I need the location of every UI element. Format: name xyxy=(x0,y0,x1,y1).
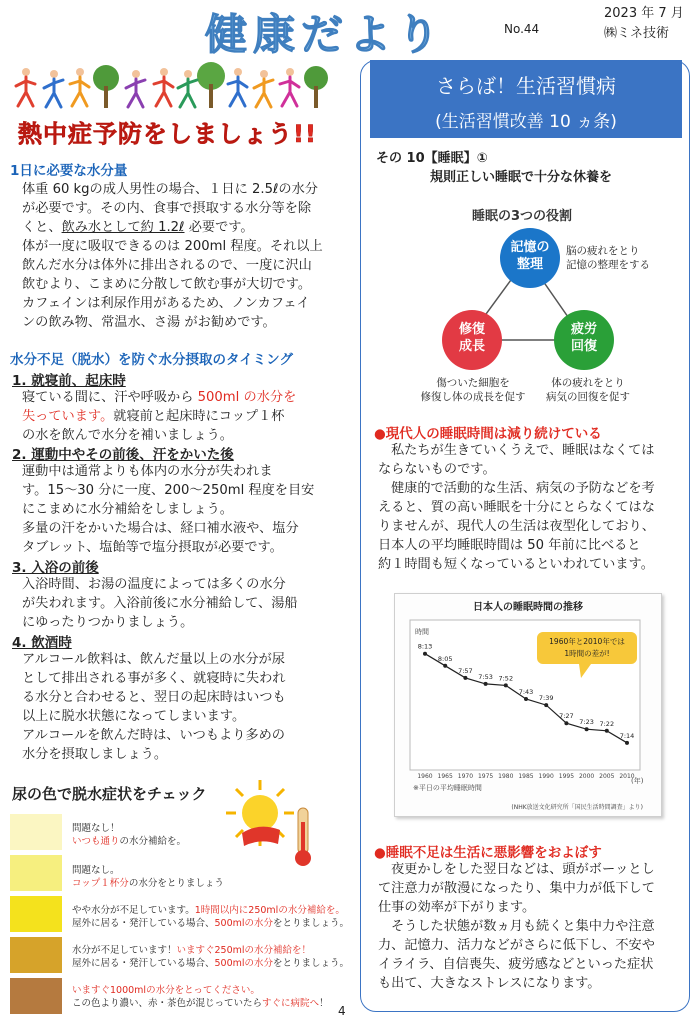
urine-check-title: 尿の色で脱水症状をチェック xyxy=(12,785,207,803)
chart-data-label-1985: 7:43 xyxy=(518,688,534,697)
timing-heading: 水分不足（脱水）を防ぐ水分摂取のタイミング xyxy=(10,352,293,368)
urine-swatch-1 xyxy=(10,814,62,850)
chart-data-label-1970: 7:57 xyxy=(458,666,473,675)
timing-item-4-text: アルコール飲料は、飲んだ量以上の水分が尿 として排出される事が多く、就寝時に失われ る水分と合わせると、翌日の起床時はいつも 以上に脱水状態になってしまいます。 アルコールを飲んだ時は、いつもより多めの 水分を摂取しましょう。 xyxy=(22,652,286,762)
chart-data-label-1980: 7:52 xyxy=(498,674,514,683)
chart-point-1960 xyxy=(423,652,427,656)
banner-subtitle: (生活習慣改善 10 ヵ条) xyxy=(435,112,617,132)
daily-water-heading: 1日に必要な水分量 xyxy=(10,163,128,179)
sleep-decline-heading: ●現代人の睡眠時間は減り続けている xyxy=(374,426,602,442)
urine-text-1: 問題なし！ いつも通りの水分補給を。 xyxy=(72,823,187,847)
chart-point-2005 xyxy=(605,729,609,733)
chart-data-label-2010: 7:14 xyxy=(619,731,635,740)
lifestyle-banner xyxy=(370,60,682,138)
sleep-time-chart-svg xyxy=(395,594,661,816)
chart-data-label-2000: 7:23 xyxy=(579,718,594,727)
urine-text-5: いますぐ1000mlの水分をとってください。 この色より濃い、赤・茶色が混じっていたらすぐに病院へ！ xyxy=(72,985,329,1009)
urine-swatch-4 xyxy=(10,937,62,973)
chart-callout-line-2: 1時間の差が! xyxy=(564,649,610,658)
chart-x-tick-1995: 1995 xyxy=(558,773,575,780)
sleep-deprivation-text: 夜更かしをした翌日などは、頭がボーッとし て注意力が散漫になったり、集中力が低下して 仕事の効率が下がります。 そうした状態が数ヵ月も続くと集中力や注意 力、記憶力、活力などがさらに低下し、不安や イライラ、自信喪失、疲労感などといった症状 も出て、大きなストレスになります。 xyxy=(378,862,655,991)
banner-title: さらば！生活習慣病 xyxy=(436,74,616,98)
chart-data-label-1990: 7:39 xyxy=(538,694,554,703)
chart-x-tick-1960: 1960 xyxy=(417,773,433,780)
timing-item-3-text: 入浴時間、お湯の温度によっては多くの水分 が失われます。入浴前後に水分補給して、湯船 にゆったりつかりましょう。 xyxy=(22,577,298,630)
role-repair-desc: 傷ついた細胞を 修復し体の成長を促す xyxy=(420,377,526,403)
urine-text-2: 問題なし。 コップ１杯分の水分をとりましょう xyxy=(72,865,224,889)
chart-x-tick-2005: 2005 xyxy=(599,773,615,780)
urine-text-4: 水分が不足しています！いますぐ250mlの水分補給を！ 屋外に居る・発汗している場合、500mlの水分をとりましょう。 xyxy=(72,945,350,969)
sleep-roles-title: 睡眠の3つの役割 xyxy=(472,209,573,224)
timing-item-1-heading: 1. 就寝前、起床時 xyxy=(12,373,126,389)
chart-title: 日本人の睡眠時間の推移 xyxy=(473,602,583,613)
chart-x-tick-1985: 1985 xyxy=(518,773,534,780)
heatstroke-title: 熱中症予防をしましょう!! xyxy=(18,120,317,148)
chart-point-1970 xyxy=(463,676,467,680)
chart-point-2000 xyxy=(585,727,589,731)
chart-x-tick-2000: 2000 xyxy=(578,773,595,780)
chart-footnote: ※平日の平均睡眠時間 xyxy=(413,784,482,792)
issue-number: No.44 xyxy=(504,22,540,36)
chart-source: (NHK放送文化研究所「国民生活時間調査」より) xyxy=(511,804,643,811)
chart-data-label-1960: 8:13 xyxy=(417,642,433,651)
chart-x-tick-1990: 1990 xyxy=(538,773,554,780)
chart-x-tick-1980: 1980 xyxy=(498,773,514,780)
role-memory-circle: 記憶の 整理 xyxy=(500,228,560,288)
sun-thermometer-illustration xyxy=(220,778,340,873)
chart-data-label-1975: 7:53 xyxy=(478,672,493,681)
chart-x-tick-2010: 2010 xyxy=(619,773,635,780)
role-fatigue-desc: 体の疲れをとり 病気の回復を促す xyxy=(546,377,630,403)
role-fatigue-circle: 疲労 回復 xyxy=(554,310,614,370)
chart-point-2010 xyxy=(625,741,629,745)
timing-item-4-heading: 4. 飲酒時 xyxy=(12,635,72,651)
role-memory-desc: 脳の疲れをとり 記憶の整理をする xyxy=(566,245,650,271)
chart-point-1985 xyxy=(524,697,528,701)
chart-x-tick-1970: 1970 xyxy=(457,773,474,780)
chart-point-1965 xyxy=(443,664,447,668)
chart-data-label-1995: 7:27 xyxy=(559,712,574,721)
company-name: ㈱ミネ技術 xyxy=(604,26,670,41)
timing-item-1-text: 寝ている間に、汗や呼吸から 500ml の水分を 失っています。就寝前と起床時にコップ１杯 の水を飲んで水分を補いましょう。 xyxy=(22,390,297,443)
sleep-section-subtitle: 規則正しい睡眠で十分な休養を xyxy=(430,170,613,185)
timing-item-2-heading: 2. 運動中やその前後、汗をかいた後 xyxy=(12,447,234,463)
chart-point-1990 xyxy=(544,703,548,707)
chart-data-label-2005: 7:22 xyxy=(599,719,615,728)
newsletter-title: 健康だより xyxy=(205,10,446,59)
urine-swatch-2 xyxy=(10,855,62,891)
role-repair-circle: 修復 成長 xyxy=(442,310,502,370)
sleep-time-chart xyxy=(394,593,662,817)
chart-ylabel: 時間 xyxy=(415,628,429,636)
chart-point-1980 xyxy=(504,683,508,687)
issue-date: 2023 年 7 月 xyxy=(604,6,684,21)
chart-data-label-1965: 8:05 xyxy=(437,654,453,663)
chart-x-tick-1965: 1965 xyxy=(437,773,453,780)
runners-illustration xyxy=(6,62,336,112)
urine-swatch-5 xyxy=(10,978,62,1014)
urine-text-3: やや水分が不足しています。1時間以内に250mlの水分補給を。 屋外に居る・発汗している場合、500mlの水分をとりましょう。 xyxy=(72,905,350,929)
timing-item-2-text: 運動中は通常よりも体内の水分が失われま す。15～30 分に一度、200～250ml 程度を目安 にこまめに水分補給をしましょう。 多量の汗をかいた場合は、経口補水液や、塩分 タブレット、塩飴等で塩分摂取が必要です。 xyxy=(22,464,315,555)
urine-swatch-3 xyxy=(10,896,62,932)
chart-point-1975 xyxy=(484,682,488,686)
daily-water-text: 体重 60 kgの成人男性の場合、１日に 2.5ℓの水分 が必要です。その内、食事で摂取する水分等を除 くと、飲み水として約 1.2ℓ 必要です。 体が一度に吸収できるのは 200ml 程度。それ以上 飲んだ水分は体外に排出されるので、一度に沢山 飲むより、こまめに分散して飲む事が大切です。 カフェインは利尿作用があるため、ノンカフェイ ンの飲み物、常温水、さ湯 がお勧めです。 xyxy=(22,182,323,330)
chart-x-tick-1975: 1975 xyxy=(477,773,494,780)
timing-item-3-heading: 3. 入浴の前後 xyxy=(12,560,99,576)
sleep-decline-text: 私たちが生きていくうえで、睡眠はなくては ならないものです。 健康的で活動的な生活、病気の予防などを考 えると、質の高い睡眠を十分にとらなくてはな りませんが、現代人の生活は夜型化しており、 日本人の平均睡眠時間は 50 年前に比べると 約１時間も短くなっているといわれています。 xyxy=(378,443,655,572)
page-number: 4 xyxy=(338,1004,346,1018)
sleep-deprivation-heading: ●睡眠不足は生活に悪影響をおよぼす xyxy=(374,845,602,861)
chart-point-1995 xyxy=(564,721,568,725)
sleep-section-label: その 10【睡眠】① xyxy=(376,151,488,166)
chart-xlabel: (年) xyxy=(631,777,644,785)
chart-callout-line-1: 1960年と2010年では xyxy=(549,637,625,646)
